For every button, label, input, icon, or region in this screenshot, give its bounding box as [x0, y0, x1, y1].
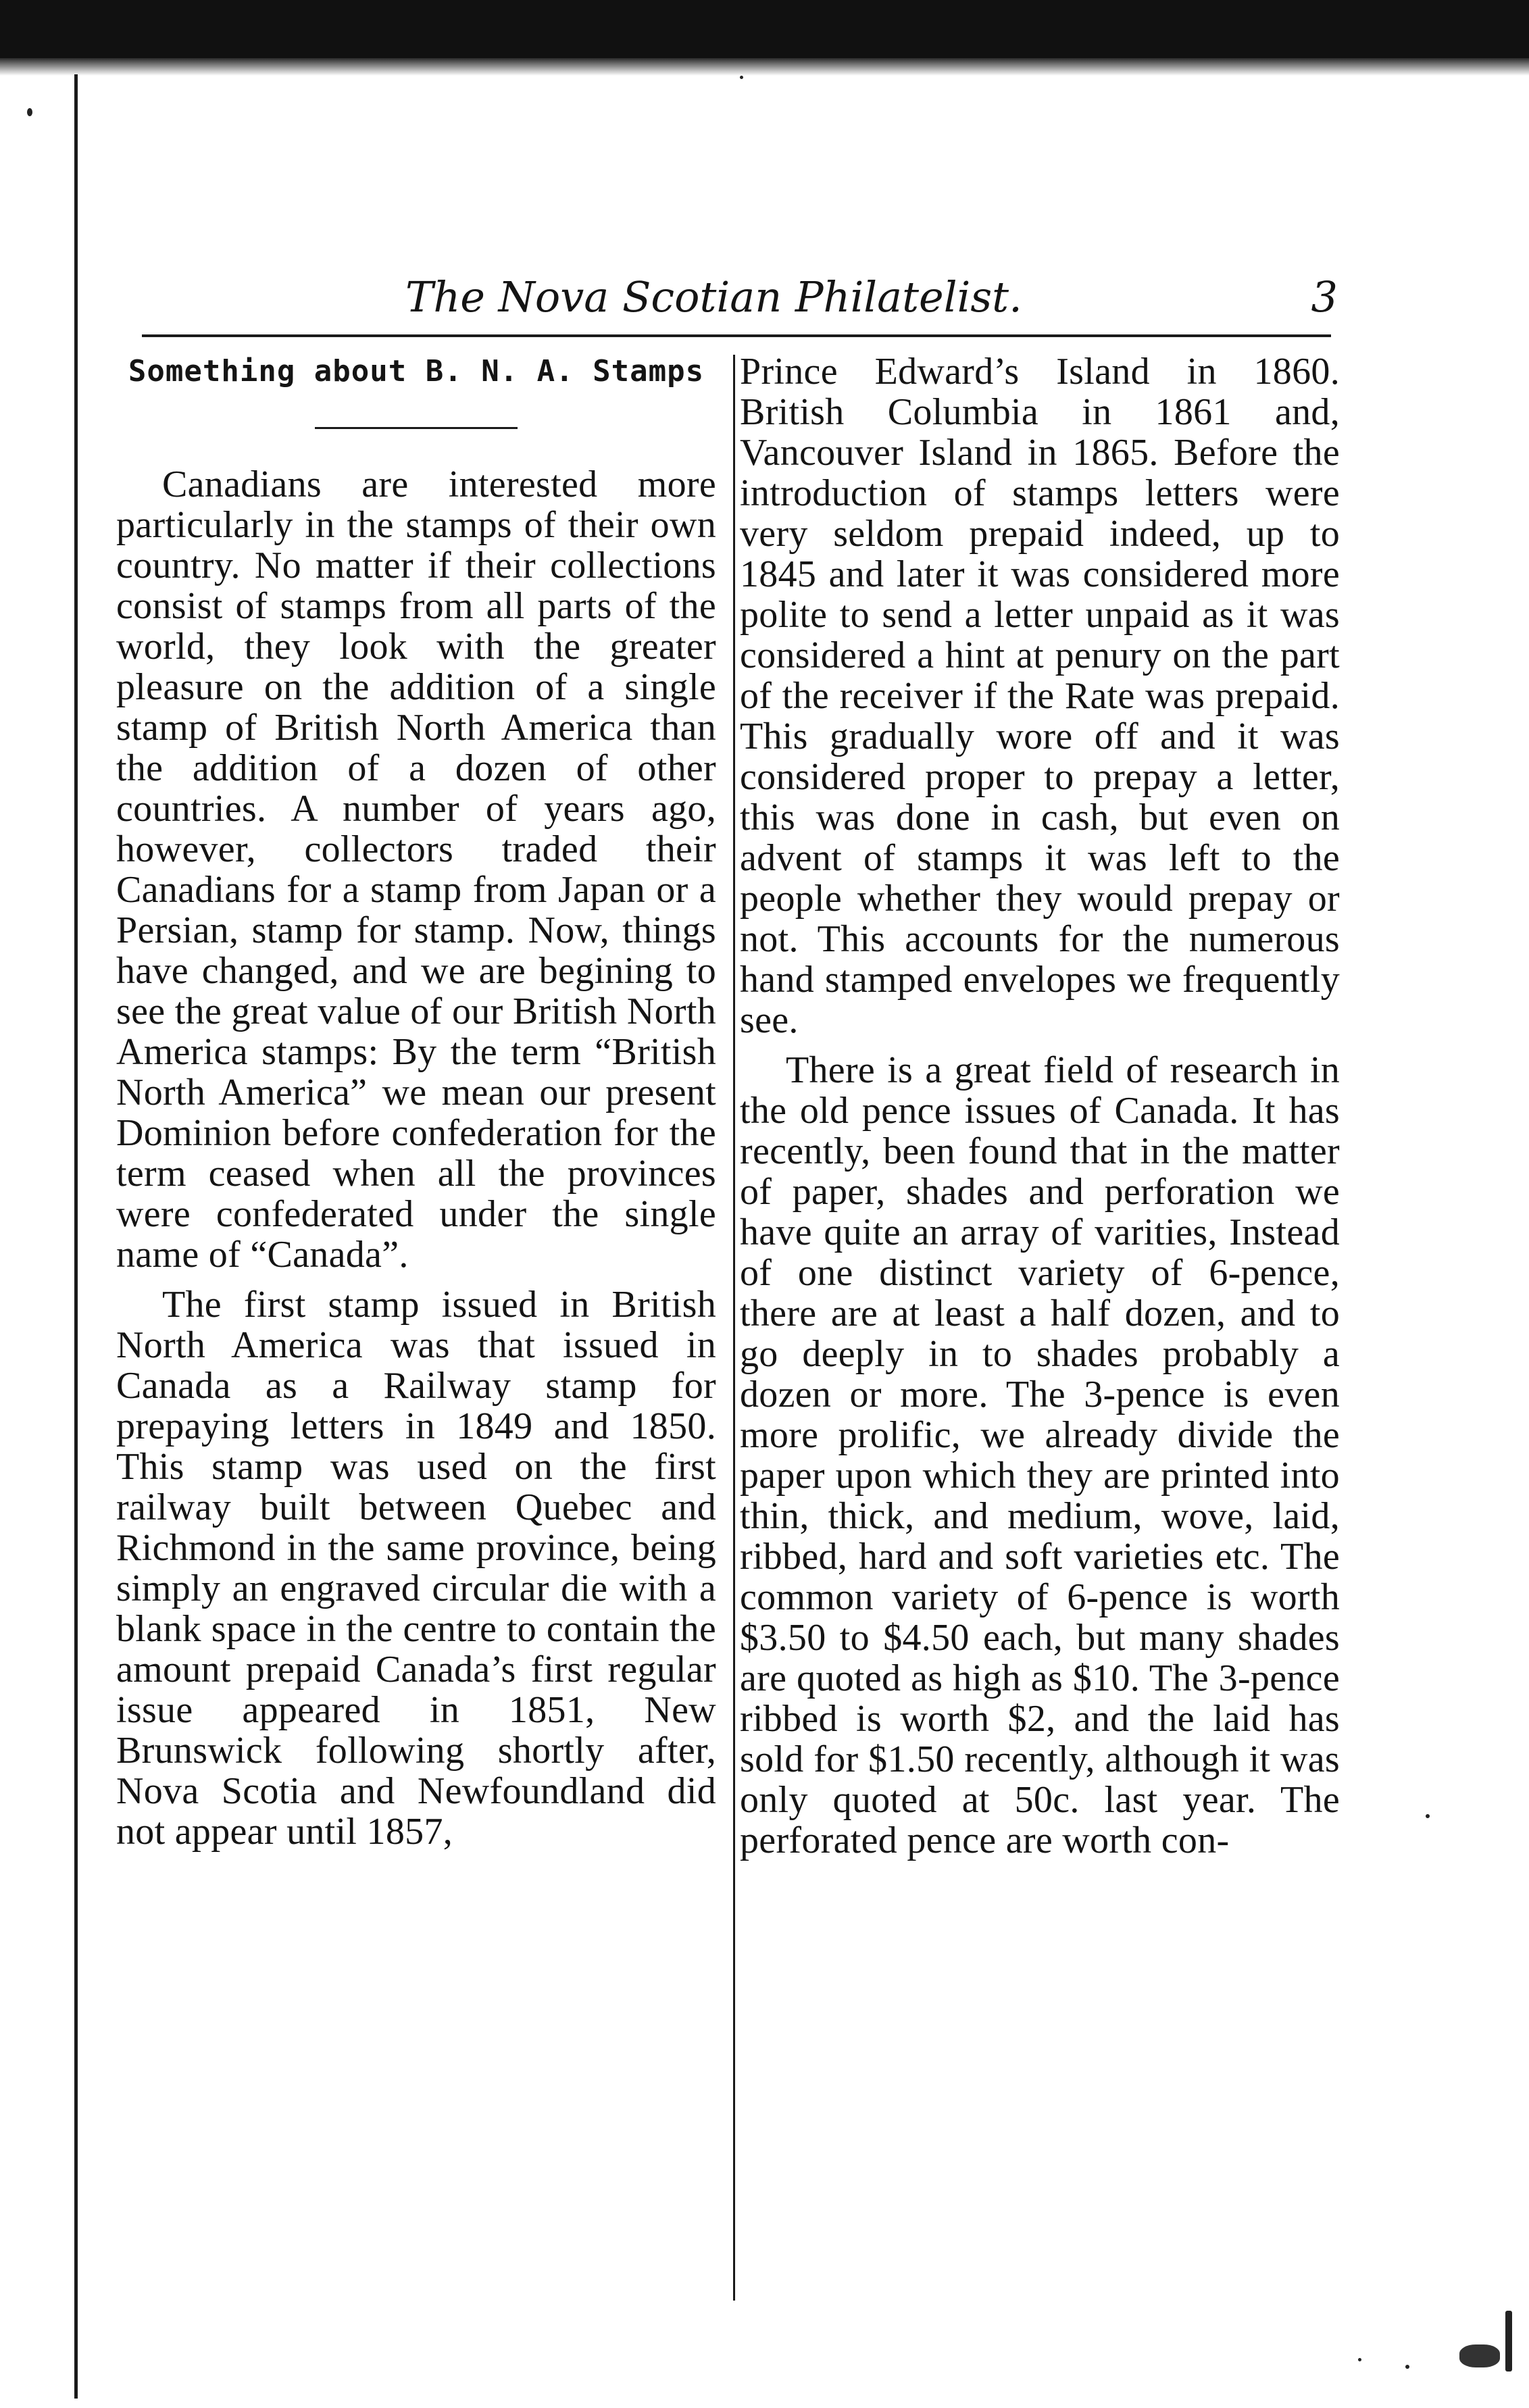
article-paragraph-4: There is a great field of research in the old pence issues of Canada. It has recently, been found that in the matter of paper, shades and perforation we have quite an array of varities, Instead of one distinct variety of 6-pence, there are at least a half dozen, and to go deeply in to shades probably a dozen or more. The 3-pence is even more prolific, we already divide the paper upon which they are printed into thin, thick, and medium, wove, laid, ribbed, hard and soft varieties etc. The common variety of 6-pence is worth $3.50 to $4.50 each, but many shades are quoted as high as $10. The 3-pence ribbed is worth $2, and the laid has sold for $1.50 recently, although it was only quoted at 50c. last year. The perforated pence are worth con-: [740, 1049, 1340, 1861]
article-heading: Something about B. N. A. Stamps: [128, 354, 705, 388]
scan-speck: [27, 108, 32, 116]
article-paragraph-1: Canadians are interested more particularly in the stamps of their own country. No matter if their collections consist of stamps from all parts of the world, they look with the greater pleasure on the addition of a single stamp of British North America than the addition of a dozen of other countries. A number of years ago, however, collectors traded their Canadians for a stamp from Japan or a Persian, stamp for stamp. Now, things have changed, and we are begining to see the great value of our British North America stamps: By the term “British North America” we mean our present Dominion before confederation for the term ceased when all the provinces were confederated under the single name of “Canada”.: [116, 463, 716, 1276]
page-left-edge: [74, 74, 78, 2399]
scan-speck: [1505, 2311, 1512, 2372]
scan-top-shadow: [0, 58, 1529, 76]
header-rule: [142, 334, 1331, 337]
heading-rule: [315, 427, 518, 429]
scan-speck: [1358, 2358, 1361, 2361]
right-column: [740, 351, 1340, 1861]
scan-top-border: [0, 0, 1529, 58]
left-column: [116, 351, 716, 1852]
scan-speck: [1459, 2344, 1500, 2367]
article-paragraph-3: Prince Edward’s Island in 1860. British Columbia in 1861 and, Vancouver Island in 1865. Before the introduction of stamps letters were very seldom prepaid indeed, up to 1845 and later it was considered more polite to send a letter unpaid as it was considered a hint at penury on the part of the receiver if the Rate was prepaid. This gradually wore off and it was considered proper to prepay a letter, this was done in cash, but even on advent of stamps it was left to the people whether they would prepay or not. This accounts for the numerous hand stamped envelopes we frequently see.: [740, 351, 1340, 1041]
journal-title: The Nova Scotian Philatelist.: [405, 272, 1022, 322]
column-divider: [733, 355, 735, 2301]
scan-speck: [1426, 1814, 1430, 1818]
scan-speck: [1405, 2365, 1409, 2369]
page-number: 3: [1311, 272, 1338, 322]
scan-speck: [740, 76, 743, 79]
article-paragraph-2: The first stamp issued in British North America was that issued in Canada as a Railway stamp for prepaying letters in 1849 and 1850. This stamp was used on the first railway built between Quebec and Richmond in the same province, being simply an engraved circular die with a blank space in the centre to contain the amount prepaid Canada’s first regular issue appeared in 1851, New Brunswick following shortly after, Nova Scotia and Newfoundland did not appear until 1857,: [116, 1284, 716, 1853]
running-header: [122, 267, 1338, 348]
